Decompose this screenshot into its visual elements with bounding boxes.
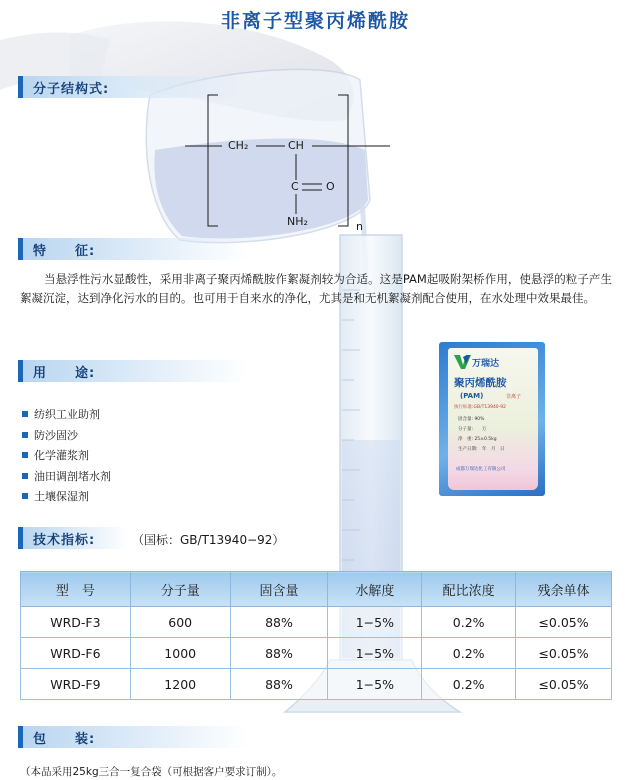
table-cell: ≤0.05%: [516, 669, 612, 700]
formula-ch: CH: [288, 139, 304, 152]
table-cell: 1000: [130, 638, 230, 669]
table-row: [21, 638, 612, 669]
col-header: 残余单体: [516, 572, 612, 607]
standard-note: （国标：GB/T13940−92）: [132, 533, 285, 547]
table-cell: 0.2%: [422, 607, 516, 638]
section-packing-label: 包 装:: [33, 732, 96, 747]
bag-line-2: 分子量: 万: [458, 427, 487, 432]
left-bracket: [208, 95, 218, 226]
formula-c: C: [291, 180, 299, 193]
table-cell: 1−5%: [328, 607, 422, 638]
col-header: 分子量: [130, 572, 230, 607]
bag-type: 非离子: [506, 394, 522, 400]
table-cell: 600: [130, 607, 230, 638]
bag-line-4: 生产日期: 年 月 日: [458, 447, 505, 452]
table-cell: 0.2%: [422, 669, 516, 700]
square-bullet-icon: [22, 493, 28, 499]
bag-brand: 万瑞达: [472, 359, 500, 369]
section-features-label: 特 征:: [33, 244, 96, 259]
formula-o: O: [326, 180, 335, 193]
square-bullet-icon: [22, 411, 28, 417]
section-tech-label: 技术指标:: [33, 533, 96, 548]
col-header: 配比浓度: [422, 572, 516, 607]
table-cell: 88%: [230, 669, 328, 700]
product-bag: [448, 348, 538, 490]
list-item: 化学灌浆剂: [22, 445, 111, 466]
features-text: 当悬浮性污水显酸性，采用非离子聚丙烯酰胺作絮凝剂较为合适。这是PAM起吸附架桥作用，使悬浮的粒子产生絮凝沉淀，达到净化污水的目的。也可用于自来水的净化，尤其是和无机絮凝剂配合使用，在水处理中效果最佳。: [20, 272, 612, 305]
page-title: 非离子型聚丙烯酰胺: [220, 10, 410, 32]
structural-formula: [0, 0, 631, 260]
uses-list: [22, 404, 111, 507]
col-header: 水解度: [328, 572, 422, 607]
table-cell: WRD-F6: [21, 638, 131, 669]
bag-standard: 执行标准:GB/T13940-92: [454, 405, 507, 410]
section-tech: [18, 527, 128, 549]
table-cell: WRD-F9: [21, 669, 131, 700]
table-cell: ≤0.05%: [516, 607, 612, 638]
table-header-row: [21, 572, 612, 607]
list-item: 纺织工业助剂: [22, 404, 111, 425]
table-cell: 1200: [130, 669, 230, 700]
bag-line-3: 净 重: 25±0.5kg: [458, 437, 497, 442]
table-cell: 0.2%: [422, 638, 516, 669]
table-row: [21, 669, 612, 700]
bag-line-1: 固含量: 90%: [458, 417, 485, 422]
square-bullet-icon: [22, 452, 28, 458]
section-uses-label: 用 途:: [33, 366, 96, 381]
section-structure-label: 分子结构式:: [33, 82, 110, 97]
formula-ch2: CH₂: [228, 139, 249, 152]
table-cell: ≤0.05%: [516, 638, 612, 669]
table-cell: WRD-F3: [21, 607, 131, 638]
section-uses: [18, 360, 248, 382]
table-cell: 1−5%: [328, 669, 422, 700]
table-cell: 1−5%: [328, 638, 422, 669]
right-bracket: [338, 95, 348, 226]
list-item: 油田调剖堵水剂: [22, 466, 111, 487]
packing-note: （本品采用25kg三合一复合袋（可根据客户要求订制）。: [20, 766, 283, 778]
spec-table: [20, 571, 612, 700]
table-cell: 88%: [230, 607, 328, 638]
col-header: 型 号: [21, 572, 131, 607]
bag-company: 成都万瑞达化工有限公司: [456, 467, 506, 472]
col-header: 固含量: [230, 572, 328, 607]
square-bullet-icon: [22, 432, 28, 438]
list-item: 土壤保湿剂: [22, 486, 111, 507]
formula-n: n: [356, 220, 363, 233]
table-row: [21, 607, 612, 638]
list-item: 防沙固沙: [22, 425, 111, 446]
section-packing: [18, 726, 248, 748]
square-bullet-icon: [22, 473, 28, 479]
section-features: [18, 238, 248, 260]
bag-pam: (PAM): [460, 392, 484, 400]
table-cell: 88%: [230, 638, 328, 669]
formula-nh2: NH₂: [287, 215, 308, 228]
product-bag-image: [439, 342, 545, 496]
bag-product-name: 聚丙烯酰胺: [454, 377, 507, 389]
